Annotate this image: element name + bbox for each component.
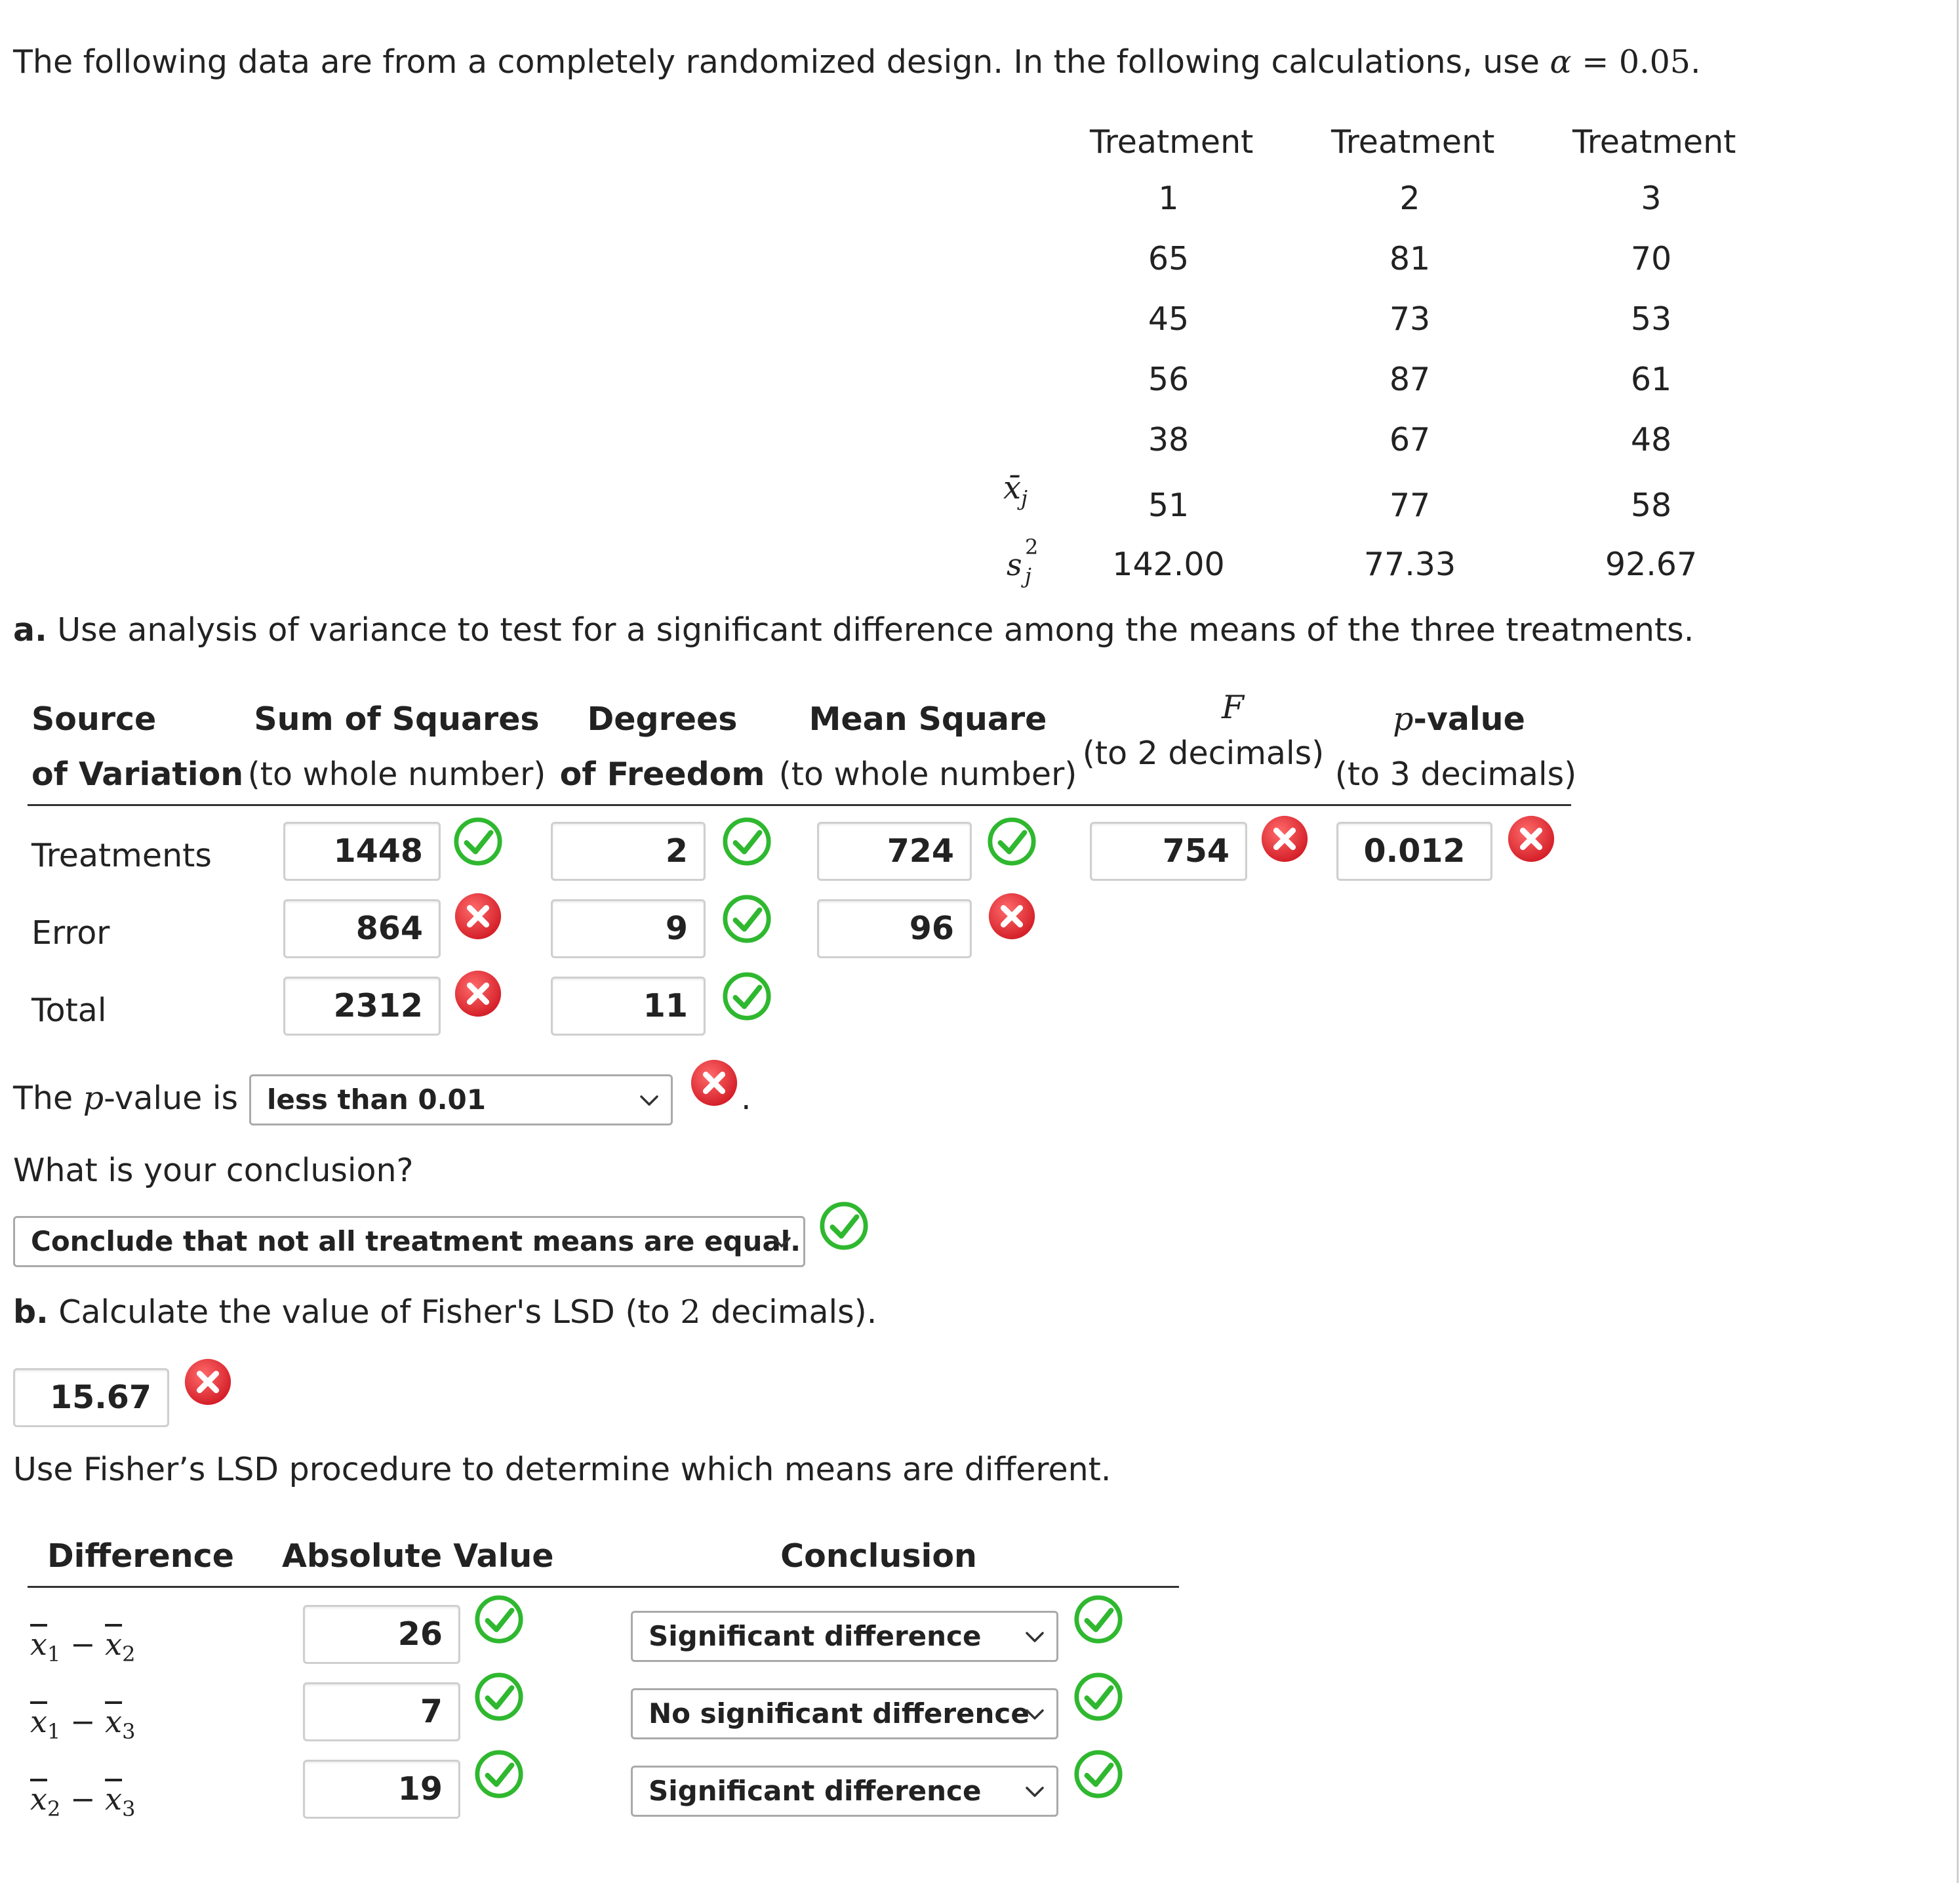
lsd-header-rule (28, 1586, 1179, 1588)
variance-value: 142.00 (1112, 546, 1225, 583)
variance-symbol: s (1007, 547, 1022, 582)
p-treatments-input[interactable]: 0.012 (1336, 822, 1492, 881)
mean-label (1003, 472, 1028, 509)
pvalue-question (13, 1080, 239, 1117)
ms-treatments-input[interactable]: 724 (817, 822, 972, 881)
check-circle-icon (1073, 1749, 1124, 1800)
check-circle-icon (1073, 1671, 1124, 1722)
table-cell: 45 (1148, 300, 1190, 338)
abs-diff-1-2-input[interactable]: 26 (303, 1605, 460, 1664)
variance-label (1007, 537, 1059, 596)
pvalue-selected: less than 0.01 (267, 1083, 486, 1116)
conclusion-select[interactable] (13, 1216, 805, 1267)
chevron-down-icon (1025, 1782, 1045, 1802)
part-b-label: b. (13, 1293, 49, 1331)
intro-period: . (1690, 43, 1701, 81)
variance-value: 77.33 (1363, 546, 1456, 583)
ss-error-input[interactable]: 864 (283, 899, 441, 958)
check-circle-icon (452, 816, 504, 867)
f-treatments-input[interactable]: 754 (1090, 822, 1247, 881)
conclusion-1-3-select[interactable] (631, 1688, 1058, 1739)
header-p (1331, 700, 1587, 738)
page-edge (1957, 0, 1959, 1883)
part-a-label: a. (13, 611, 47, 649)
x-circle-icon (689, 1057, 740, 1108)
p-symbol: p (83, 1080, 104, 1117)
table-cell: 61 (1630, 361, 1672, 398)
chevron-down-icon (639, 1091, 659, 1110)
row-label-total: Total (31, 992, 107, 1029)
difference-label: $\overline{x}_1 - \overline{x}_3$ (30, 1704, 136, 1745)
check-circle-icon (818, 1200, 870, 1251)
header-source-2: of Variation (31, 756, 244, 793)
table-cell: 81 (1389, 240, 1431, 277)
chevron-down-icon (1025, 1627, 1045, 1647)
alpha-value: 0.05 (1618, 43, 1690, 81)
treatment-3-number: 3 (1641, 180, 1662, 217)
treatment-2-number: 2 (1399, 180, 1420, 217)
ss-total-input[interactable]: 2312 (283, 977, 441, 1036)
df-error-input[interactable]: 9 (551, 899, 706, 958)
table-cell: 38 (1148, 421, 1190, 458)
check-circle-icon (1073, 1594, 1124, 1645)
difference-label: $\overline{x}_2 - \overline{x}_3$ (30, 1781, 136, 1822)
chevron-down-icon (772, 1232, 791, 1252)
mean-value: 58 (1630, 487, 1672, 524)
variance-subscript: j (1025, 563, 1031, 588)
table-cell: 48 (1630, 421, 1672, 458)
conclusion-2-3-select[interactable] (631, 1766, 1058, 1817)
variance-value: 92.67 (1605, 546, 1698, 583)
header-source: Source (31, 700, 157, 738)
header-f-2: (to 2 decimals) (1082, 735, 1325, 772)
pvalue-select[interactable] (249, 1074, 673, 1125)
p-symbol: p (1393, 700, 1414, 738)
abs-diff-2-3-input[interactable]: 19 (303, 1760, 460, 1819)
table-cell: 73 (1389, 300, 1431, 338)
header-absolute-value: Absolute Value (282, 1537, 554, 1575)
intro-sentence: The following data are from a completely randomized design. In the following calculations, use (13, 43, 1540, 81)
check-circle-icon (986, 816, 1037, 867)
header-f: F (1222, 689, 1244, 726)
part-a-text: Use analysis of variance to test for a significant difference among the means of the three treatments. (57, 611, 1694, 649)
treatment-1-number: 1 (1158, 180, 1179, 217)
table-cell: 70 (1630, 240, 1672, 277)
mean-value: 51 (1148, 487, 1190, 524)
treatment-3-header: Treatment (1572, 123, 1736, 161)
x-circle-icon (182, 1356, 233, 1407)
x-circle-icon (1259, 813, 1310, 864)
difference-label: $\overline{x}_1 - \overline{x}_2$ (30, 1627, 136, 1667)
table-cell: 53 (1630, 300, 1672, 338)
part-a-question (13, 611, 1694, 649)
df-treatments-input[interactable]: 2 (551, 822, 706, 881)
treatment-2-header: Treatment (1331, 123, 1495, 161)
pvalue-prefix: The (13, 1080, 73, 1117)
conclusion-1-3-selected: No significant difference (649, 1697, 1030, 1730)
header-p-text: -value (1413, 700, 1525, 738)
part-b-question (13, 1293, 877, 1331)
header-difference: Difference (47, 1537, 234, 1575)
check-circle-icon (721, 816, 772, 867)
treatment-1-header: Treatment (1090, 123, 1254, 161)
ss-treatments-input[interactable]: 1448 (283, 822, 441, 881)
check-circle-icon (473, 1594, 525, 1645)
header-df-2: of Freedom (559, 756, 765, 793)
x-circle-icon (986, 891, 1037, 942)
row-label-treatments: Treatments (31, 837, 212, 874)
conclusion-question: What is your conclusion? (13, 1152, 414, 1189)
part-b-digits: 2 (680, 1293, 701, 1331)
check-circle-icon (721, 893, 772, 944)
conclusion-selected: Conclude that not all treatment means are equal. (31, 1225, 801, 1257)
x-circle-icon (452, 891, 504, 942)
header-ms: Mean Square (809, 700, 1047, 738)
equals-sign: = (1582, 43, 1609, 81)
conclusion-2-3-selected: Significant difference (649, 1775, 982, 1807)
mean-symbol: x̄ (1003, 470, 1022, 506)
pvalue-suffix: -value is (104, 1080, 239, 1117)
check-circle-icon (473, 1749, 525, 1800)
check-circle-icon (473, 1671, 525, 1722)
table-cell: 56 (1148, 361, 1190, 398)
pvalue-period: . (741, 1080, 751, 1117)
x-circle-icon (452, 968, 504, 1019)
lsd-procedure-text: Use Fisher’s LSD procedure to determine which means are different. (13, 1451, 1111, 1488)
mean-subscript: j (1021, 485, 1028, 511)
df-total-input[interactable]: 11 (551, 977, 706, 1036)
mean-value: 77 (1389, 487, 1431, 524)
part-b-text: Calculate the value of Fisher's LSD (to (58, 1293, 670, 1331)
row-label-error: Error (31, 914, 110, 952)
lsd-input[interactable]: 15.67 (13, 1368, 169, 1427)
abs-diff-1-3-input[interactable]: 7 (303, 1682, 460, 1741)
conclusion-1-2-selected: Significant difference (649, 1620, 982, 1652)
variance-superscript: 2 (1025, 535, 1039, 559)
conclusion-1-2-select[interactable] (631, 1611, 1058, 1662)
x-circle-icon (1506, 813, 1557, 864)
header-ss-2: (to whole number) (247, 756, 546, 793)
header-p-2: (to 3 decimals) (1334, 756, 1577, 793)
part-b-text-2: decimals). (710, 1293, 877, 1331)
table-cell: 87 (1389, 361, 1431, 398)
chevron-down-icon (1025, 1705, 1045, 1724)
header-conclusion: Conclusion (780, 1537, 977, 1575)
table-cell: 65 (1148, 240, 1190, 277)
alpha-symbol: α (1550, 43, 1572, 81)
header-rule (28, 804, 1571, 806)
table-cell: 67 (1389, 421, 1431, 458)
header-ss: Sum of Squares (254, 700, 540, 738)
intro-text (13, 43, 1701, 81)
header-df: Degrees (587, 700, 738, 738)
header-ms-2: (to whole number) (778, 756, 1077, 793)
ms-error-input[interactable]: 96 (817, 899, 972, 958)
check-circle-icon (721, 971, 772, 1022)
